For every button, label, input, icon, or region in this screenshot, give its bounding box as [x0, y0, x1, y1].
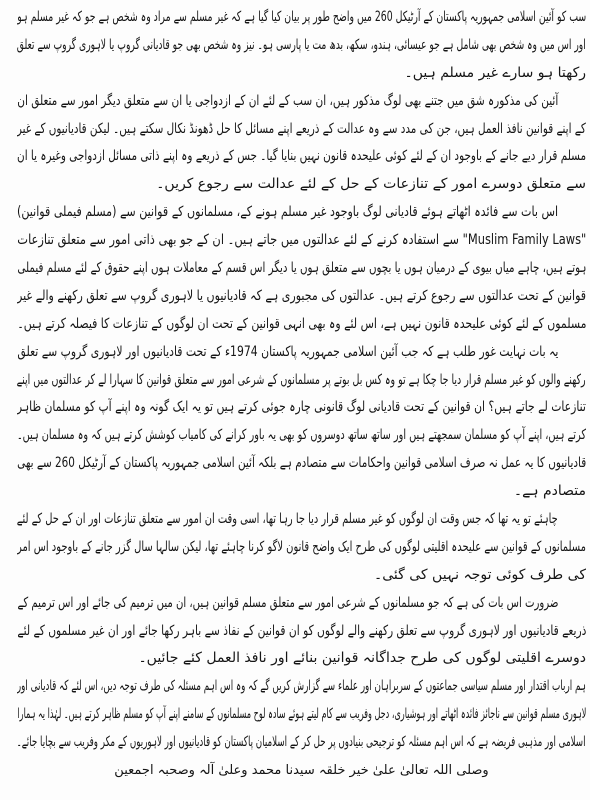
paragraph [17, 590, 586, 674]
paragraph [17, 88, 586, 200]
line-text: ہوتے ہیں، چاہے میاں بیوی کے درمیان ہوں یا بچوں سے متعلق ہوں یا دیگر اس قسم کے معاملات ہوں اپنے حقوق کے لئے مسلم فیملی [17, 260, 586, 277]
text-line [17, 4, 586, 32]
line-text: آئین کی مذکورہ شق میں جتنے بھی لوگ مذکور ہیں، ان سب کے لئے ان کے ازدواجی یا ان سے متعلق دیگر امور سے متعلق ان [17, 92, 558, 109]
paragraph [17, 673, 586, 757]
line-text: چاہئے تو یہ تھا کہ جس وقت ان لوگوں کو غیر مسلم قرار دیا جا رہا تھا، اسی وقت ان امور سے متعلق تنازعات اور ان کے حل کے لئے [17, 511, 558, 528]
line-text: قوانین کے تحت عدالتوں سے رجوع کرتے ہیں۔ عدالتوں کی مجبوری ہے کہ قادیانیوں یا لاہوری گروپ سے تعلق رکھنے والے غیر [17, 287, 586, 304]
text-line [17, 618, 586, 646]
text-line [17, 199, 586, 227]
text-line [17, 60, 586, 88]
line-text: متصادم ہے۔ [513, 483, 586, 500]
closing-text: وصلی اللہ تعالیٰ علیٰ خیر خلقہ سیدنا محمد وعلیٰ آلہ وصحبہ اجمعین [114, 763, 489, 779]
text-line [17, 339, 586, 367]
line-text: اور اس میں وہ شخص بھی شامل ہے جو عیسائی، ہندو، سکھ، بدھ مت یا پارسی ہو۔ نیز وہ شخص بھی جو قادیانی گروپ یا لاہوری گروپ سے تعلق [17, 36, 586, 53]
text-line [17, 534, 586, 562]
line-text: ہم ارباب اقتدار اور مسلم سیاسی جماعتوں کے سربراہان اور علماء سے گزارش کریں گے کہ وہ اس اہم مسئلہ کی طرف توجہ دیں، اس لئے کہ قادیانی اور [17, 678, 586, 695]
line-text: تنازعات لے جاتے ہیں؟ ان قوانین کے تحت قادیانی لوگ قانونی چارہ جوئی کرتے ہیں تو یہ ایک گونہ وہ اپنے آپ کو مسلمان ظاہر [17, 399, 586, 416]
line-text: رکھنے والوں کو غیر مسلم قرار دیا جا چکا ہے تو وہ کس بل بوتے پر مسلمانوں کے شرعی امور سے متعلق قوانین کا سہارا لے کر عدالتوں میں اپنے [17, 371, 586, 388]
text-line [17, 478, 586, 506]
text-line [17, 701, 586, 729]
text-line [17, 32, 586, 60]
text-line [17, 227, 586, 255]
text-line [17, 450, 586, 478]
text-line [17, 143, 586, 171]
line-text: لاہوری مسلم قوانین سے ناجائز فائدہ اٹھاتے اور ہوشیاری، دجل وفریب سے کام لیتے ہوئے سادہ لوح مسلمانوں کے سامنے اپنے آپ کو مسلم ظاہر کرتے ہیں۔ لہٰذا یہ ہمارا [17, 706, 586, 723]
line-text: سے متعلق دوسرے امور کے تنازعات کے حل کے لئے عدالت سے رجوع کریں۔ [156, 176, 586, 193]
line-text: کے اپنے قوانین نافذ العمل ہیں، جن کی مدد سے وہ عدالت کے ذریعے اپنے مسائل کا حل ڈھونڈ نکال سکتے ہیں۔ لیکن قادیانیوں کے غیر [17, 120, 586, 137]
text-line [17, 255, 586, 283]
line-text: ضرورت اس بات کی ہے کہ جو مسلمانوں کے شرعی امور سے متعلق مسلم قوانین ہیں، ان میں ترمیم کی جائے اور اس ترمیم کے [17, 594, 558, 611]
text-line [17, 562, 586, 590]
text-line [17, 394, 586, 422]
line-text: کرتے ہیں، اپنے آپ کو مسلمان سمجھتے ہیں اور ساتھ ساتھ دوسروں کو بھی یہ باور کرانے کی کامیاب کوشش کرتے ہیں کہ وہ مسلمان ہیں۔ [17, 427, 586, 444]
text-line [17, 645, 586, 673]
paragraph [17, 339, 586, 506]
text-line [17, 367, 586, 395]
text-line [17, 116, 586, 144]
line-text: اس بات سے فائدہ اٹھاتے ہوئے قادیانی لوگ باوجود غیر مسلم ہونے کے، مسلمانوں کے قوانین سے (مسلم فیملی قوانین) [17, 204, 558, 221]
line-text: "Muslim Family Laws" سے استفادہ کرنے کے لئے عدالتوں میں جاتے ہیں۔ ان کے جو بھی ذاتی امور سے متعلق تنازعات [17, 232, 586, 249]
line-text: مسلم قرار دیے جانے کے باوجود ان کے لئے کوئی علیحدہ قانون نہیں بنایا گیا۔ جس کے ذریعے وہ اپنے ذاتی مسائل ازدواجی وغیرہ یا ان [17, 148, 586, 165]
line-text: اسلامی اور مذہبی فریضہ ہے کہ اس اہم مسئلہ کو ترجیحی بنیادوں پر حل کر کے اسلامیان پاکستان کو قادیانیوں اور لاہوریوں کے مکر وفریب سے بچایا جائے۔ [17, 734, 586, 751]
paragraph [17, 4, 586, 88]
closing-benediction [17, 757, 586, 785]
text-line [17, 422, 586, 450]
paragraph [17, 199, 586, 338]
line-text: یہ بات نہایت غور طلب ہے کہ جب آئین اسلامی جمہوریہ پاکستان 1974ء کے تحت قادیانیوں اور لاہوری گروپ سے تعلق [17, 343, 558, 360]
text-line [17, 673, 586, 701]
paragraph [17, 506, 586, 590]
text-line [17, 171, 586, 199]
text-line [17, 311, 586, 339]
text-line [17, 729, 586, 757]
line-text: ذریعے قادیانیوں اور لاہوری گروپ سے تعلق رکھنے والے لوگوں کو ان قوانین کے نفاذ سے باہر رکھا جائے اور ان غیر مسلموں کے لئے [17, 622, 586, 639]
line-text: سب کو آئین اسلامی جمہوریہ پاکستان کے آرٹیکل 260 میں واضح طور پر بیان کیا گیا ہے کہ غیر مسلم سے مراد وہ شخص ہے جو کہ غیر مسلم ہو [17, 9, 586, 25]
line-text: رکھتا ہو سارے غیر مسلم ہیں۔ [404, 64, 586, 81]
line-text: قادیانیوں کا یہ عمل نہ صرف اسلامی قوانین واحکامات سے متصادم ہے بلکہ آئین اسلامی جمہوریہ پاکستان کے آرٹیکل 260 سے بھی [17, 455, 586, 472]
text-line [17, 590, 586, 618]
line-text: مسلمانوں کے قوانین سے علیحدہ اقلیتی لوگوں کی طرح ایک واضح قانون لاگو کرنا چاہئے تھا، لیکن سالہا سال گزر جانے کے باوجود اس امر [17, 538, 586, 555]
text-line [17, 283, 586, 311]
line-text: مسلموں کے لئے کوئی علیحدہ قانون نہیں ہے، اس لئے وہ بھی انہی قوانین کے تحت ان لوگوں کے تنازعات کا فیصلہ کرتے ہیں۔ [17, 315, 586, 332]
line-text: دوسرے اقلیتی لوگوں کی طرح جداگانہ قوانین بنائے اور نافذ العمل کئے جائیں۔ [138, 650, 586, 667]
text-line [17, 506, 586, 534]
line-text: کی طرف کوئی توجہ نہیں کی گئی۔ [374, 566, 586, 583]
text-line [17, 88, 586, 116]
